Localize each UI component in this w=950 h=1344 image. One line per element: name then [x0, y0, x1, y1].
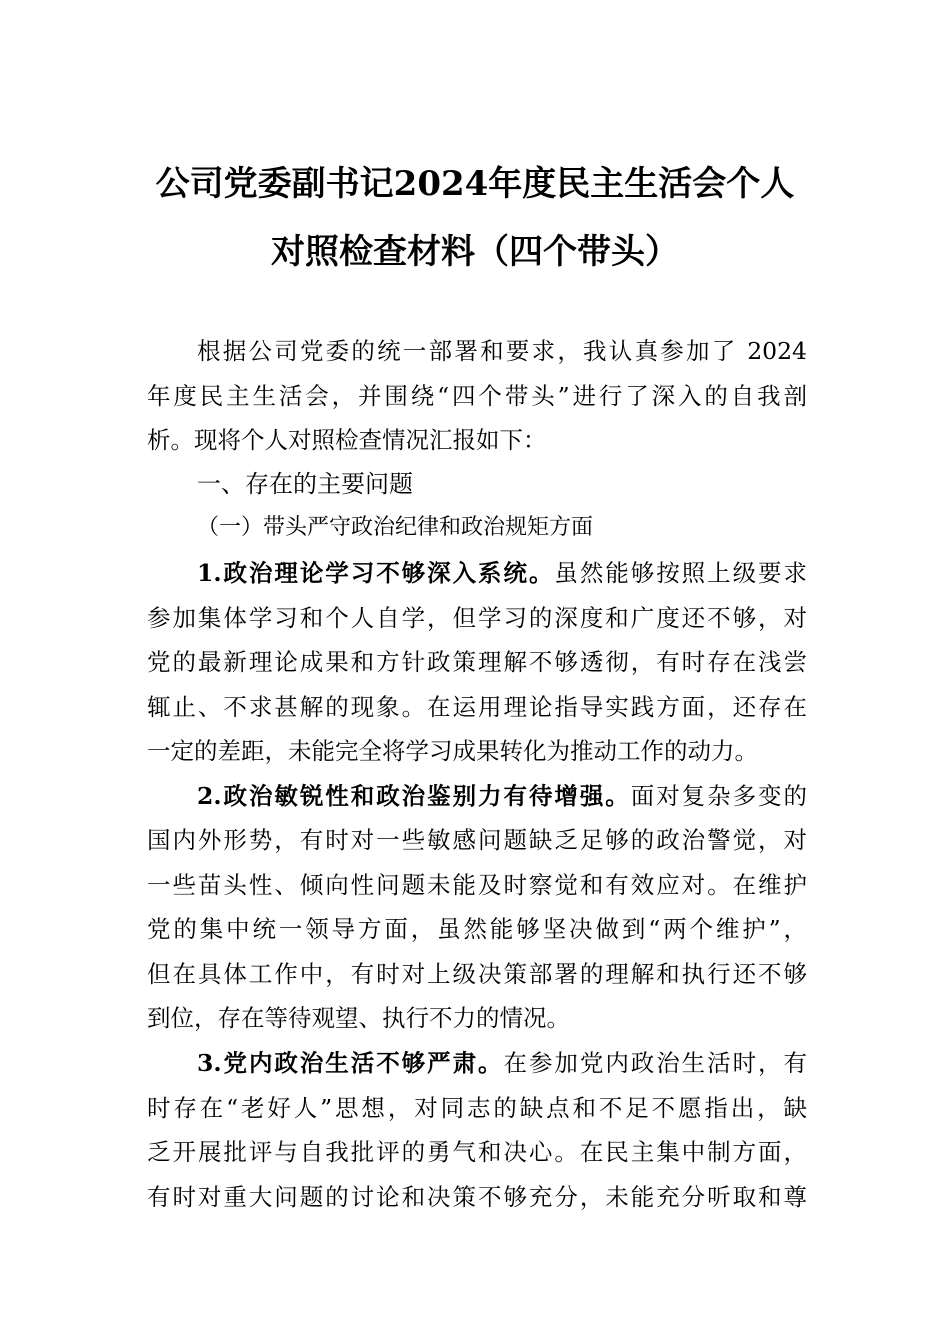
item-1-line-3: 党的最新理论成果和方针政策理解不够透彻，有时存在浅尝 [147, 648, 807, 676]
item-3-line-4: 有时对重大问题的讨论和决策不够充分，未能充分听取和尊 [147, 1183, 807, 1211]
item-3-line-2: 时存在“老好人”思想，对同志的缺点和不足不愿指出，缺 [147, 1094, 807, 1122]
item-1-line-5: 一定的差距，未能完全将学习成果转化为推动工作的动力。 [147, 737, 758, 765]
item-2-line-5: 但在具体工作中，有时对上级决策部署的理解和执行还不够 [147, 960, 807, 988]
item-2-line-1-rest: 面对复杂多变的 [630, 782, 807, 810]
document-title-line-2: 对照检查材料（四个带头） [271, 232, 679, 272]
intro-line-2: 年度民主生活会，并围绕“四个带头”进行了深入的自我剖 [147, 382, 807, 410]
item-2-line-4: 党的集中统一领导方面，虽然能够坚决做到“两个维护”， [147, 915, 807, 943]
item-1-line-1-rest: 虽然能够按照上级要求 [554, 559, 807, 587]
intro-line-1: 根据公司党委的统一部署和要求，我认真参加了 2024 [197, 337, 807, 365]
intro-line-3: 析。现将个人对照检查情况汇报如下： [147, 426, 547, 454]
item-1-bold-lead: 1.政治理论学习不够深入系统。 [197, 559, 555, 587]
item-1-line-2: 参加集体学习和个人自学，但学习的深度和广度还不够，对 [147, 604, 807, 632]
item-3-line-3: 乏开展批评与自我批评的勇气和决心。在民主集中制方面， [147, 1138, 807, 1166]
item-1-line-4: 辄止、不求甚解的现象。在运用理论指导实践方面，还存在 [147, 693, 807, 721]
item-3-bold-lead: 3.党内政治生活不够严肃。 [197, 1049, 504, 1077]
item-2-line-6: 到位，存在等待观望、执行不力的情况。 [147, 1004, 570, 1032]
item-2-line-1 [197, 781, 807, 811]
item-2-line-2: 国内外形势，有时对一些敏感问题缺乏足够的政治警觉，对 [147, 826, 807, 854]
subsection-heading-political-discipline: （一）带头严守政治纪律和政治规矩方面 [197, 515, 594, 540]
item-2-bold-lead: 2.政治敏锐性和政治鉴别力有待增强。 [197, 782, 631, 810]
item-3-line-1 [197, 1048, 807, 1078]
document-title-line-1: 公司党委副书记2024年度民主生活会个人 [155, 164, 795, 204]
item-2-line-3: 一些苗头性、倾向性问题未能及时察觉和有效应对。在维护 [147, 871, 807, 899]
section-heading-problems: 一、存在的主要问题 [197, 470, 413, 498]
item-1-line-1 [197, 558, 807, 588]
item-3-line-1-rest: 在参加党内政治生活时，有 [503, 1049, 807, 1077]
